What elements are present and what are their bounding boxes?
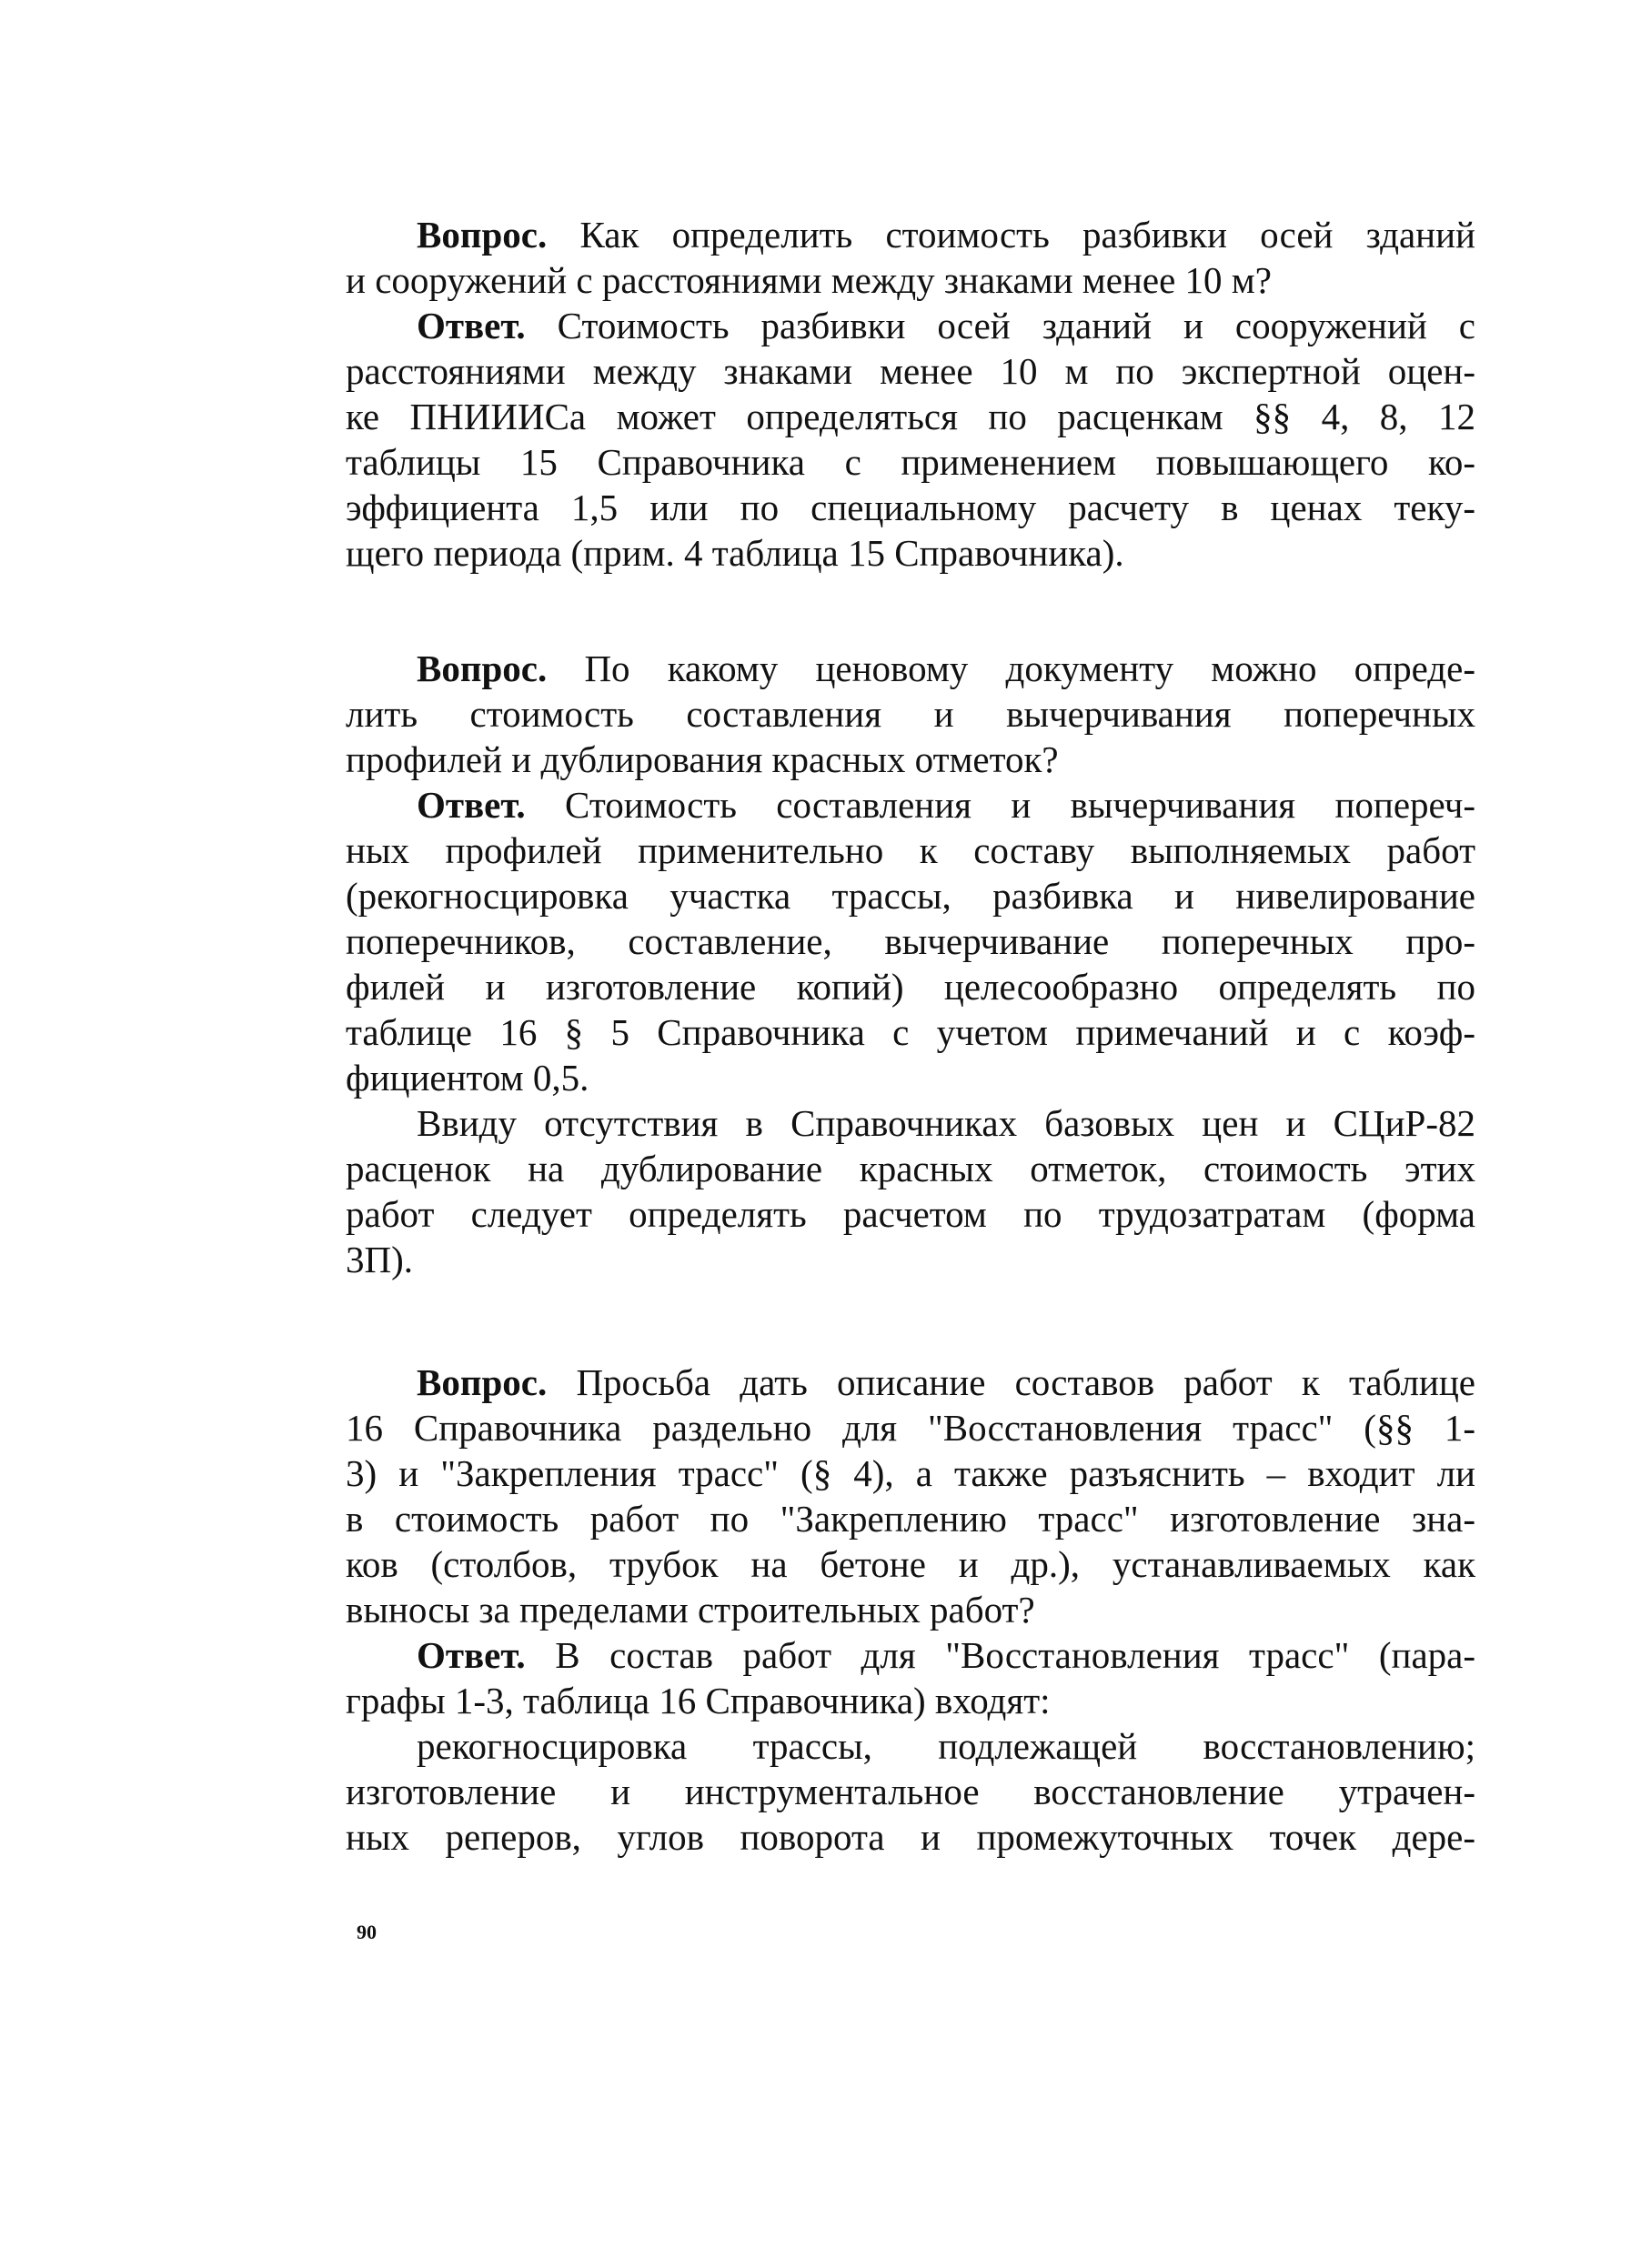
question-answer-1 (346, 212, 1475, 576)
answer-2-line-3: (рекогносцировка участка трассы, разбивка и нивелирование (346, 875, 1475, 917)
question-3-line-4: в стоимость работ по "Закреплению трасс" изготовление зна- (346, 1498, 1475, 1540)
question-3-line-5: ков (столбов, трубок на бетоне и др.), устанавливаемых как (346, 1543, 1475, 1585)
answer-2-line-5: филей и изготовление копий) целесообразно определять по (346, 966, 1475, 1008)
question-2-line-3: профилей и дублирования красных отметок? (346, 738, 1059, 780)
answer-2-extra-line-4: 3П). (346, 1239, 414, 1280)
answer-2-line-7: фициентом 0,5. (346, 1057, 589, 1099)
question-label: Вопрос. (417, 1361, 548, 1403)
answer-label: Ответ. (417, 305, 526, 346)
question-3-line-1: Вопрос. Просьба дать описание составов работ к таблице (417, 1361, 1475, 1403)
question-2-line-2: лить стоимость составления и вычерчивания поперечных (346, 693, 1475, 735)
answer-2-line-1: Ответ. Стоимость составления и вычерчивания попереч- (417, 784, 1476, 826)
question-3-line-6: выносы за пределами строительных работ? (346, 1589, 1035, 1631)
answer-1-line-5: эффициента 1,5 или по специальному расчету в ценах теку- (346, 487, 1475, 528)
answer-1-line-4: таблицы 15 Справочника с применением повышающего ко- (346, 441, 1475, 483)
question-label: Вопрос. (417, 214, 548, 256)
answer-3-list-line-1: рекогносцировка трассы, подлежащей восстановлению; (417, 1725, 1475, 1767)
answer-1-line-1: Ответ. Стоимость разбивки осей зданий и сооружений с (417, 305, 1475, 346)
answer-3-list-line-3: ных реперов, углов поворота и промежуточных точек дере- (346, 1816, 1475, 1858)
question-3-line-2: 16 Справочника раздельно для "Восстановления трасс" (§§ 1- (346, 1407, 1475, 1449)
question-1-line-2: и сооружений с расстояниями между знаками менее 10 м? (346, 259, 1272, 301)
answer-1-line-2: расстояниями между знаками менее 10 м по экспертной оцен- (346, 350, 1475, 392)
page-number: 90 (357, 1921, 377, 1943)
question-3-line-3: 3) и "Закрепления трасс" (§ 4), а также разъяснить – входит ли (346, 1452, 1475, 1494)
answer-1-line-3: ке ПНИИИСа может определяться по расценкам §§ 4, 8, 12 (346, 396, 1475, 437)
answer-2-line-4: поперечников, составление, вычерчивание поперечных про- (346, 920, 1475, 962)
answer-3-line-2: графы 1-3, таблица 16 Справочника) входят: (346, 1680, 1051, 1721)
answer-3-line-1: Ответ. В состав работ для "Восстановления трасс" (пара- (417, 1634, 1475, 1676)
answer-label: Ответ. (417, 1634, 526, 1676)
answer-2-line-2: ных профилей применительно к составу выполняемых работ (346, 829, 1475, 871)
question-1-line-1: Вопрос. Как определить стоимость разбивки осей зданий (417, 214, 1475, 256)
answer-2-line-6: таблице 16 § 5 Справочника с учетом примечаний и с коэф- (346, 1011, 1475, 1053)
question-answer-3 (346, 1360, 1475, 1860)
answer-3-list-line-2: изготовление и инструментальное восстановление утрачен- (346, 1771, 1475, 1812)
question-label: Вопрос. (417, 647, 548, 689)
answer-2-extra-line-3: работ следует определять расчетом по трудозатратам (форма (346, 1193, 1475, 1235)
question-2-line-1: Вопрос. По какому ценовому документу можно опреде- (417, 647, 1475, 689)
answer-2-extra-line-2: расценок на дублирование красных отметок, стоимость этих (346, 1148, 1475, 1189)
answer-1-line-6: щего периода (прим. 4 таблица 15 Справочника). (346, 532, 1124, 574)
answer-label: Ответ. (417, 784, 526, 826)
answer-2-extra-line-1: Ввиду отсутствия в Справочниках базовых цен и СЦиР-82 (417, 1102, 1475, 1144)
question-answer-2 (346, 646, 1475, 1282)
